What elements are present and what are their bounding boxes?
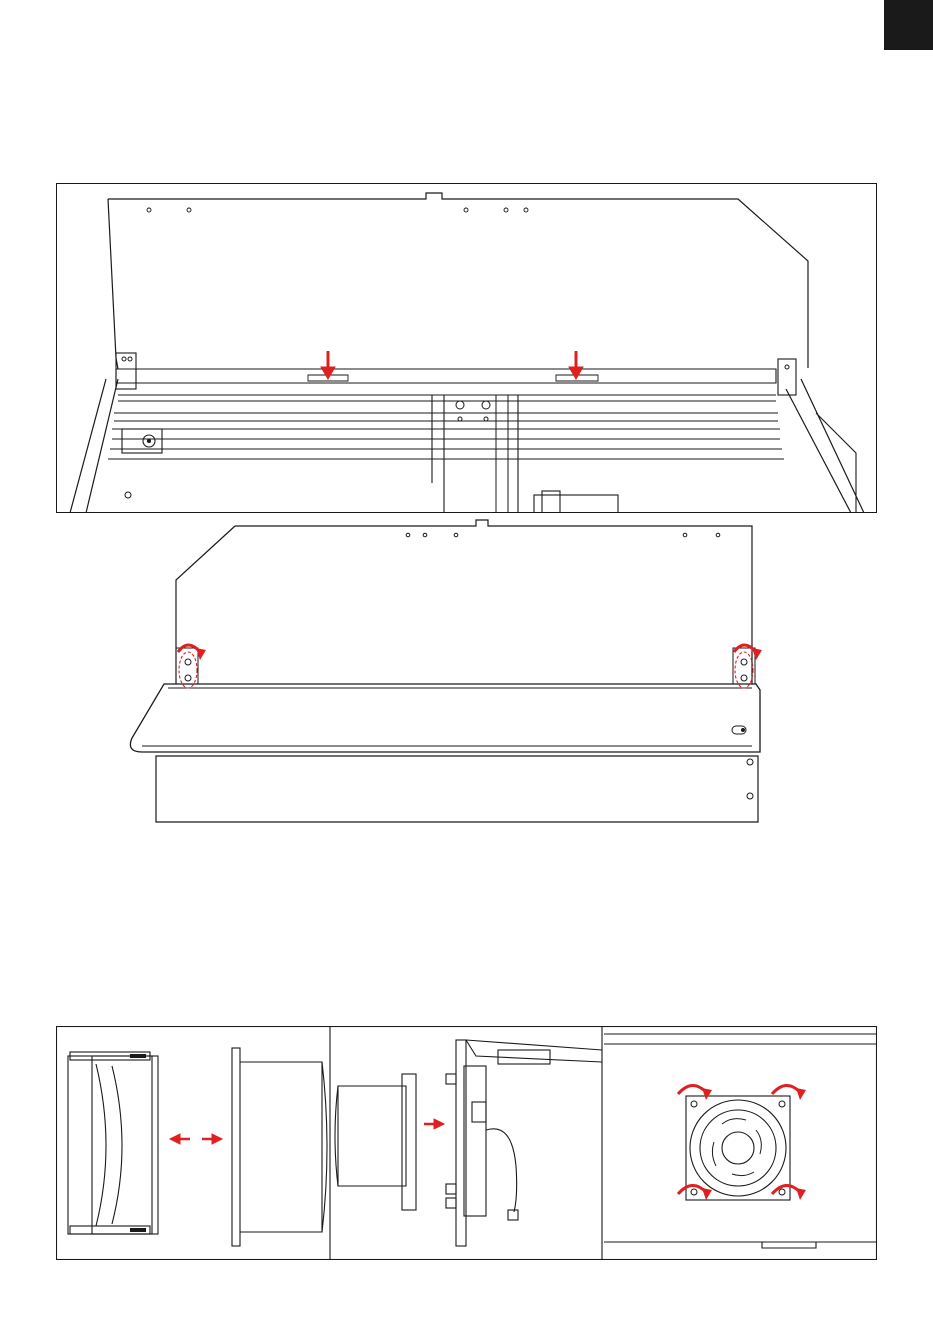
language-tab-marker bbox=[884, 0, 933, 50]
machine-top-view-illustration bbox=[56, 183, 877, 513]
figure-lid-hinge-screws bbox=[120, 518, 765, 824]
figure-machine-top-view bbox=[56, 183, 877, 513]
lid-hinge-screws-illustration bbox=[120, 518, 765, 824]
fan-installation-row-illustration bbox=[56, 1026, 877, 1260]
figure-fan-installation-row bbox=[56, 1026, 877, 1260]
